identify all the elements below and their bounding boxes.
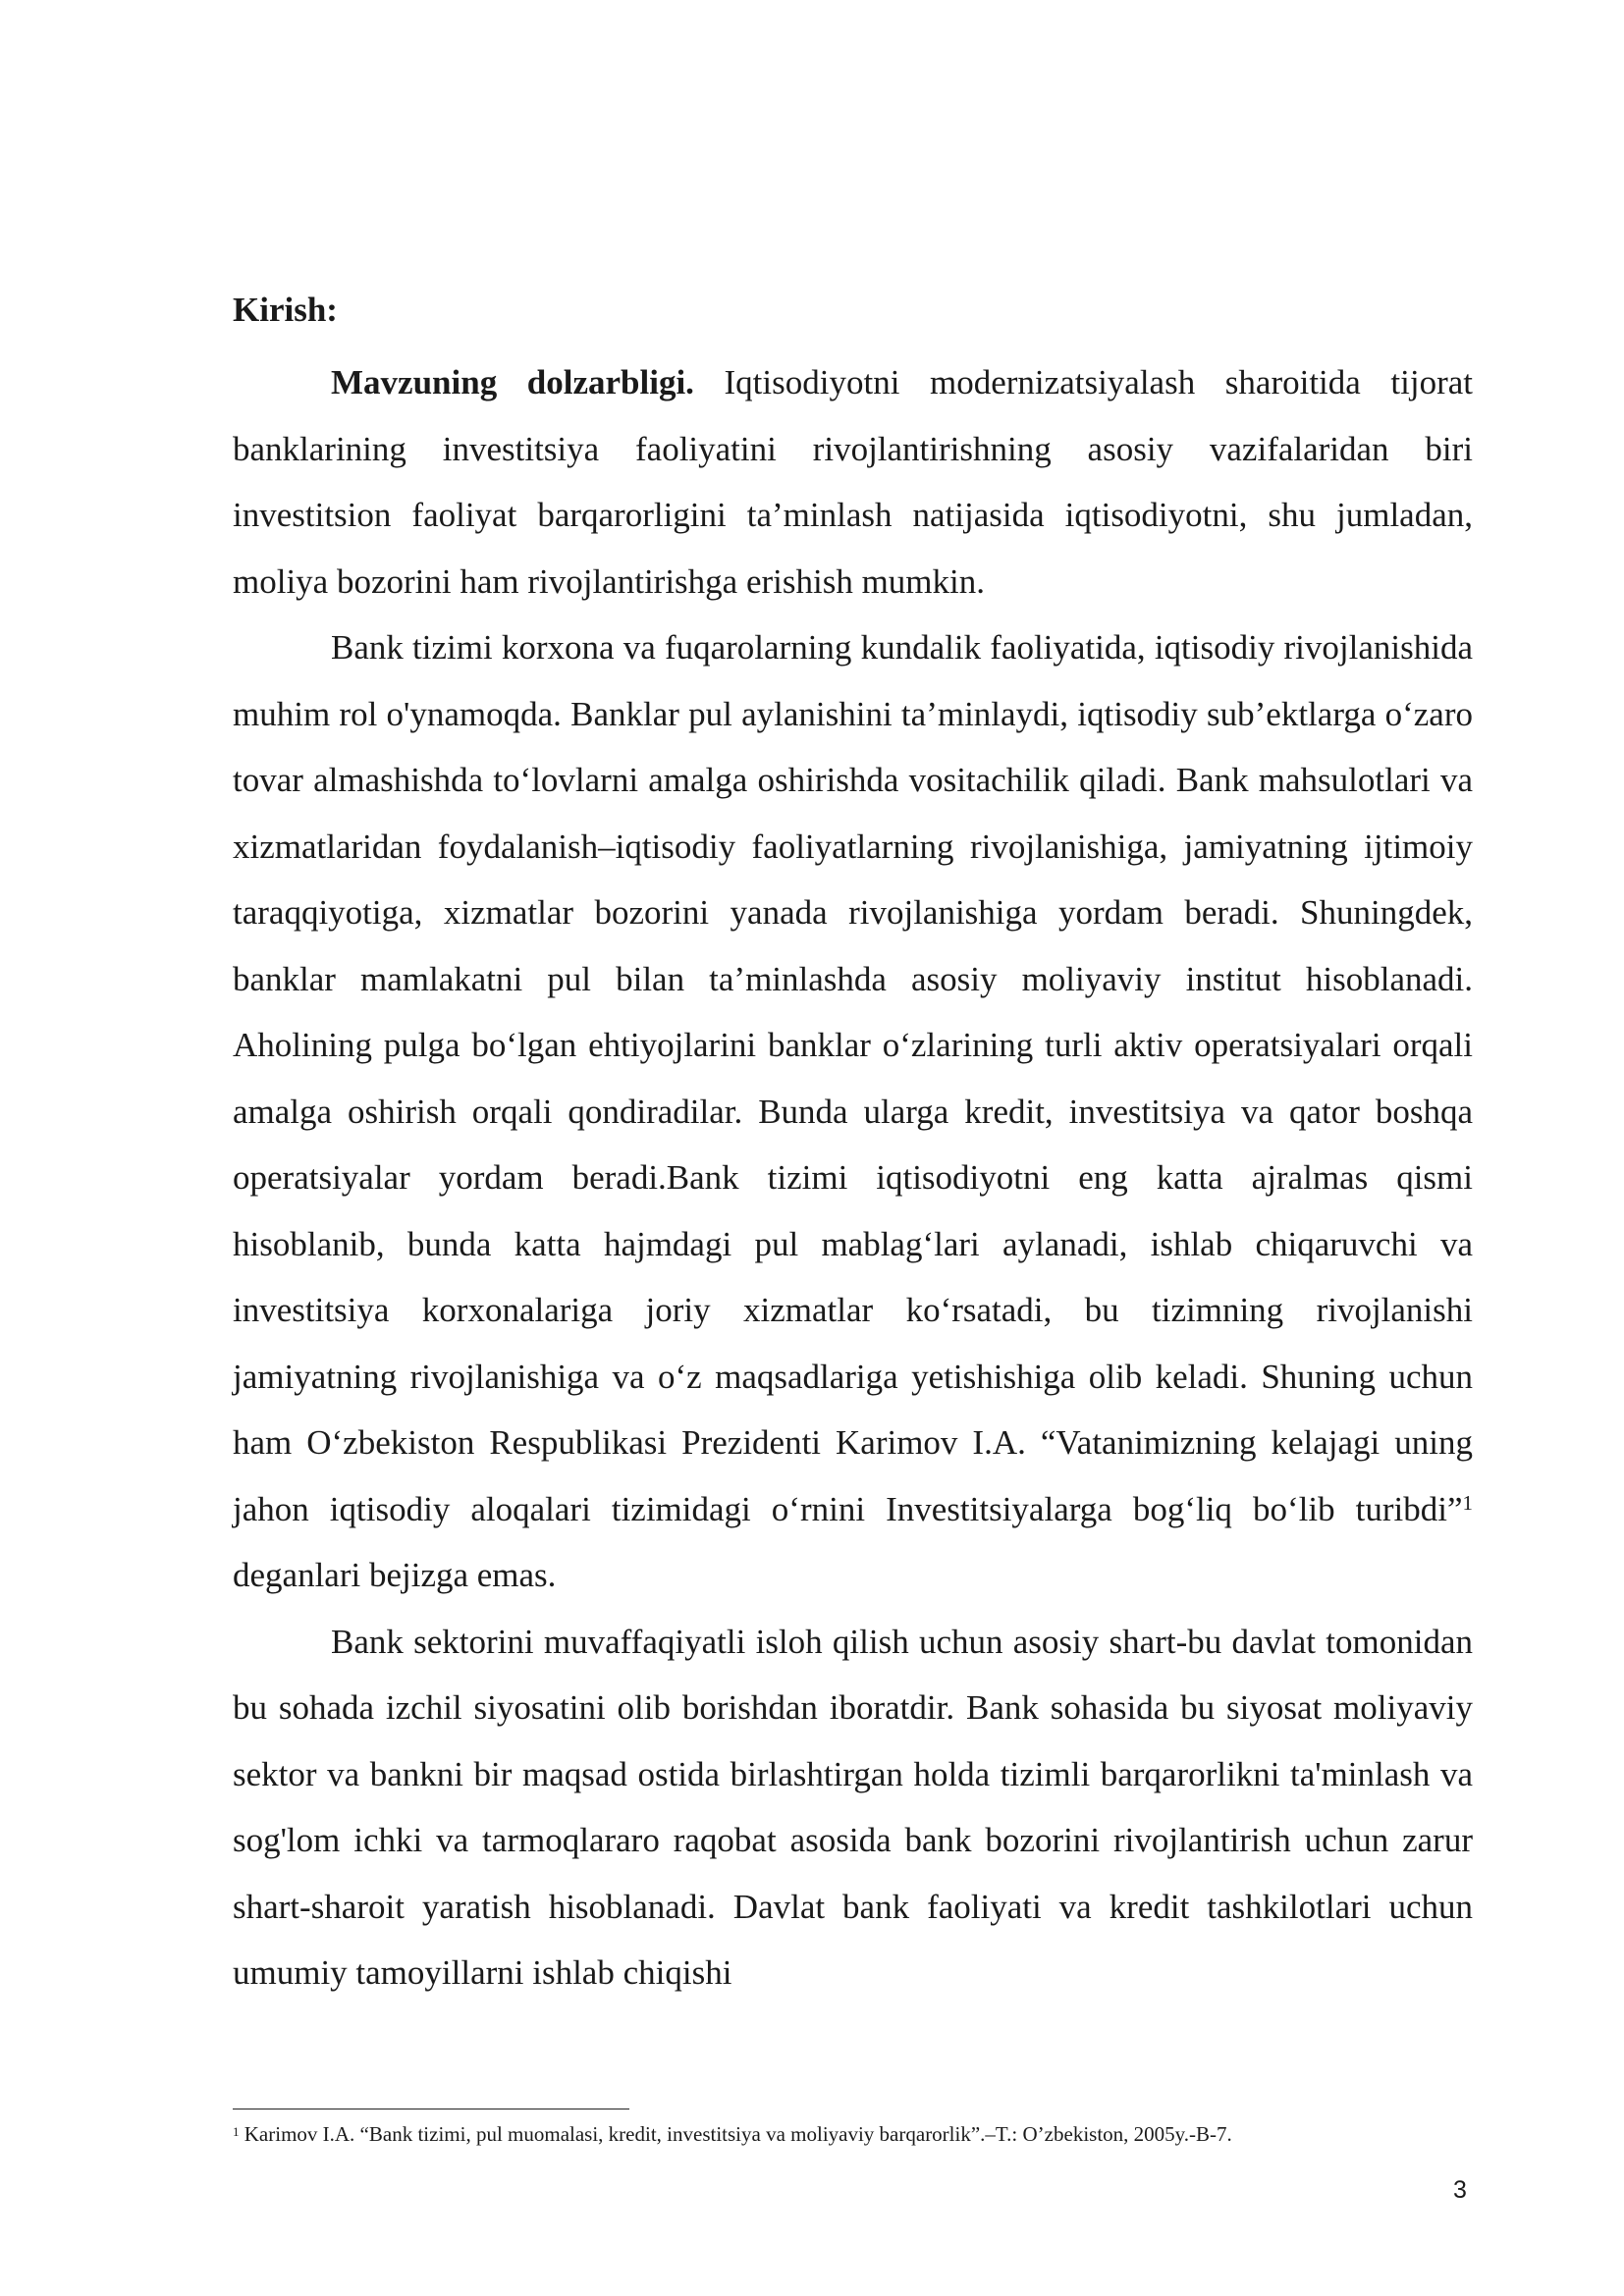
paragraph-text: Bank tizimi korxona va fuqarolarning kundalik faoliyatida, iqtisodiy rivojlanishida muhim rol o'ynamoqda. Banklar pul aylanishini ta’minlaydi, iqtisodiy sub’ektlarga o‘zaro tovar almashishda to‘lovlarni amalga oshirishda vositachilik qiladi. Bank mahsulotlari va xizmatlaridan foydalanish–iqtisodiy faoliyatlarning rivojlanishiga, jamiyatning ijtimoiy taraqqiyotiga, xizmatlar bozorini yanada rivojlanishiga yordam beradi. Shuningdek, banklar mamlakatni pul bilan ta’minlashda asosiy moliyaviy institut hisoblanadi. Aholining pulga bo‘lgan ehtiyojlarini banklar o‘zlarining turli aktiv operatsiyalari orqali amalga oshirish orqali qondiradilar. Bunda ularga kredit, investitsiya va qator boshqa operatsiyalar yordam beradi.Bank tizimi iqtisodiyotni eng katta ajralmas qismi hisoblanib, bunda katta hajmdagi pul mablag‘lari aylanadi, ishlab chiqaruvchi va investitsiya korxonalariga joriy xizmatlar ko‘rsatadi, bu tizimning rivojlanishi jamiyatning rivojlanishiga va o‘z maqsadlariga yetishishiga olib keladi. Shuning uchun ham O‘zbekiston Respublikasi Prezidenti Karimov I.A. “Vatanimizning kelajagi uning jahon iqtisodiy aloqalari tizimidagi o‘rnini Investitsiyalarga bog‘liq bo‘lib turibdi” xyxy=(233,628,1473,1528)
footnote-text: Karimov I.A. “Bank tizimi, pul muomalasi, kredit, investitsiya va moliyaviy barqarorlik”.–T.: O’zbekiston, 2005y.-B-7. xyxy=(239,2122,1232,2146)
footnote-number: 1 xyxy=(233,2124,240,2139)
paragraph-bank-system xyxy=(233,614,1473,1609)
page-number: 3 xyxy=(1453,2176,1467,2204)
footnote xyxy=(233,2120,1473,2148)
paragraph-text: Bank sektorini muvaffaqiyatli isloh qilish uchun asosiy shart-bu davlat tomonidan bu sohada izchil siyosatini olib borishdan iboratdir. Bank sohasida bu siyosat moliyaviy sektor va bankni bir maqsad ostida birlashtirgan holda tizimli barqarorlikni ta'minlash va sog'lom ichki va tarmoqlararo raqobat asosida bank bozorini rivojlantirish uchun zarur shart-sharoit yaratish hisoblanadi. Davlat bank faoliyati va kredit tashkilotlari uchun umumiy tamoyillarni ishlab chiqishi xyxy=(233,1622,1473,1992)
section-heading: Kirish: xyxy=(233,291,338,329)
paragraph-lead: Mavzuning dolzarbligi. xyxy=(331,363,694,401)
paragraph-relevance xyxy=(233,349,1473,614)
paragraph-bank-sector xyxy=(233,1609,1473,2006)
paragraph-text: Iqtisodiyotni modernizatsiyalash sharoitida tijorat banklarining investitsiya faoliyatini rivojlantirishning asosiy vazifalaridan biri investitsion faoliyat barqarorligini ta’minlash natijasida iqtisodiyotni, shu jumladan, moliya bozorini ham rivojlantirishga erishish mumkin. xyxy=(233,363,1473,601)
body-text xyxy=(233,349,1473,2006)
paragraph-text-tail: deganlari bejizga emas. xyxy=(233,1556,557,1594)
footnote-reference: 1 xyxy=(1462,1490,1473,1515)
